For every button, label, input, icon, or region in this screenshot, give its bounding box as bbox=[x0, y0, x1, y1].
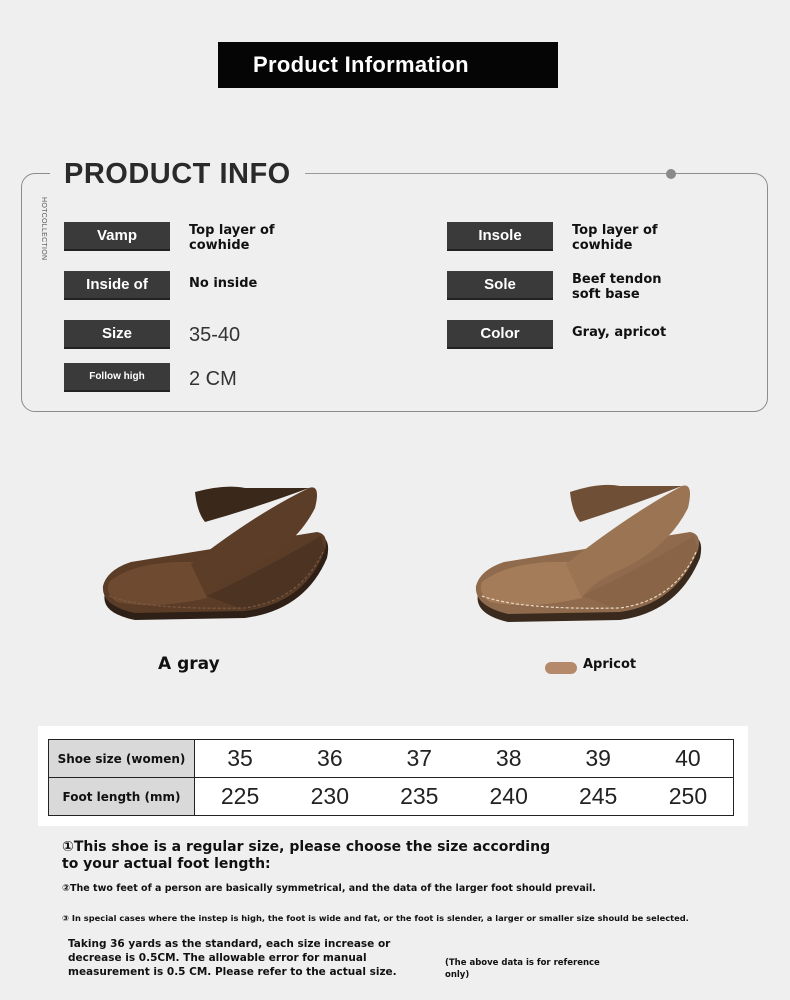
size-table bbox=[48, 739, 734, 816]
table-cell: 235 bbox=[375, 778, 464, 816]
note-special-cases: ③ In special cases where the instep is high, the foot is wide and fat, or the foot is slender, a larger or smaller size should be selected. bbox=[62, 913, 689, 923]
value-follow-high: 2 CM bbox=[189, 368, 237, 390]
label-sole: Sole bbox=[447, 271, 553, 300]
table-cell: 38 bbox=[464, 740, 553, 778]
table-cell: 240 bbox=[464, 778, 553, 816]
foot-length-header: Foot length (mm) bbox=[49, 778, 195, 816]
table-cell: 35 bbox=[195, 740, 286, 778]
banner-title: Product Information bbox=[218, 42, 558, 88]
value-size: 35-40 bbox=[189, 324, 241, 346]
table-cell: 36 bbox=[285, 740, 374, 778]
table-cell: 225 bbox=[195, 778, 286, 816]
table-cell: 39 bbox=[553, 740, 642, 778]
divider-dot bbox=[666, 169, 676, 179]
label-inside-of: Inside of bbox=[64, 271, 170, 300]
label-follow-high: Follow high bbox=[64, 363, 170, 392]
table-cell: 230 bbox=[285, 778, 374, 816]
color-caption-apricot: Apricot bbox=[583, 657, 637, 672]
value-color: Gray, apricot bbox=[572, 325, 667, 340]
label-insole: Insole bbox=[447, 222, 553, 251]
apricot-swatch bbox=[545, 662, 577, 674]
value-insole: Top layer of cowhide bbox=[572, 223, 658, 253]
note-regular-size: ①This shoe is a regular size, please choose the size according to your actual foot length: bbox=[62, 839, 551, 872]
table-cell: 245 bbox=[553, 778, 642, 816]
table-cell: 40 bbox=[643, 740, 734, 778]
title-divider bbox=[283, 173, 671, 174]
label-vamp: Vamp bbox=[64, 222, 170, 251]
value-vamp: Top layer of cowhide bbox=[189, 223, 275, 253]
gray-shoe-image bbox=[95, 478, 335, 628]
note-measurement: Taking 36 yards as the standard, each size increase or decrease is 0.5CM. The allowable error for manual measurement is 0.5 CM. Please refer to the actual size. bbox=[68, 938, 397, 978]
color-caption-gray: A gray bbox=[158, 654, 220, 674]
apricot-shoe-image bbox=[470, 476, 705, 628]
table-cell: 250 bbox=[643, 778, 734, 816]
size-table-panel bbox=[38, 726, 748, 826]
value-sole: Beef tendon soft base bbox=[572, 272, 662, 302]
shoe-size-header: Shoe size (women) bbox=[49, 740, 195, 778]
note-reference: (The above data is for reference only) bbox=[445, 958, 600, 980]
table-row bbox=[49, 740, 734, 778]
label-size: Size bbox=[64, 320, 170, 349]
label-color: Color bbox=[447, 320, 553, 349]
product-info-title: PRODUCT INFO bbox=[50, 156, 305, 192]
table-row bbox=[49, 778, 734, 816]
table-cell: 37 bbox=[375, 740, 464, 778]
value-inside-of: No inside bbox=[189, 276, 258, 291]
side-text: HOTCOLLECTION bbox=[40, 197, 47, 261]
note-symmetry: ②The two feet of a person are basically symmetrical, and the data of the larger foot should prevail. bbox=[62, 883, 596, 894]
